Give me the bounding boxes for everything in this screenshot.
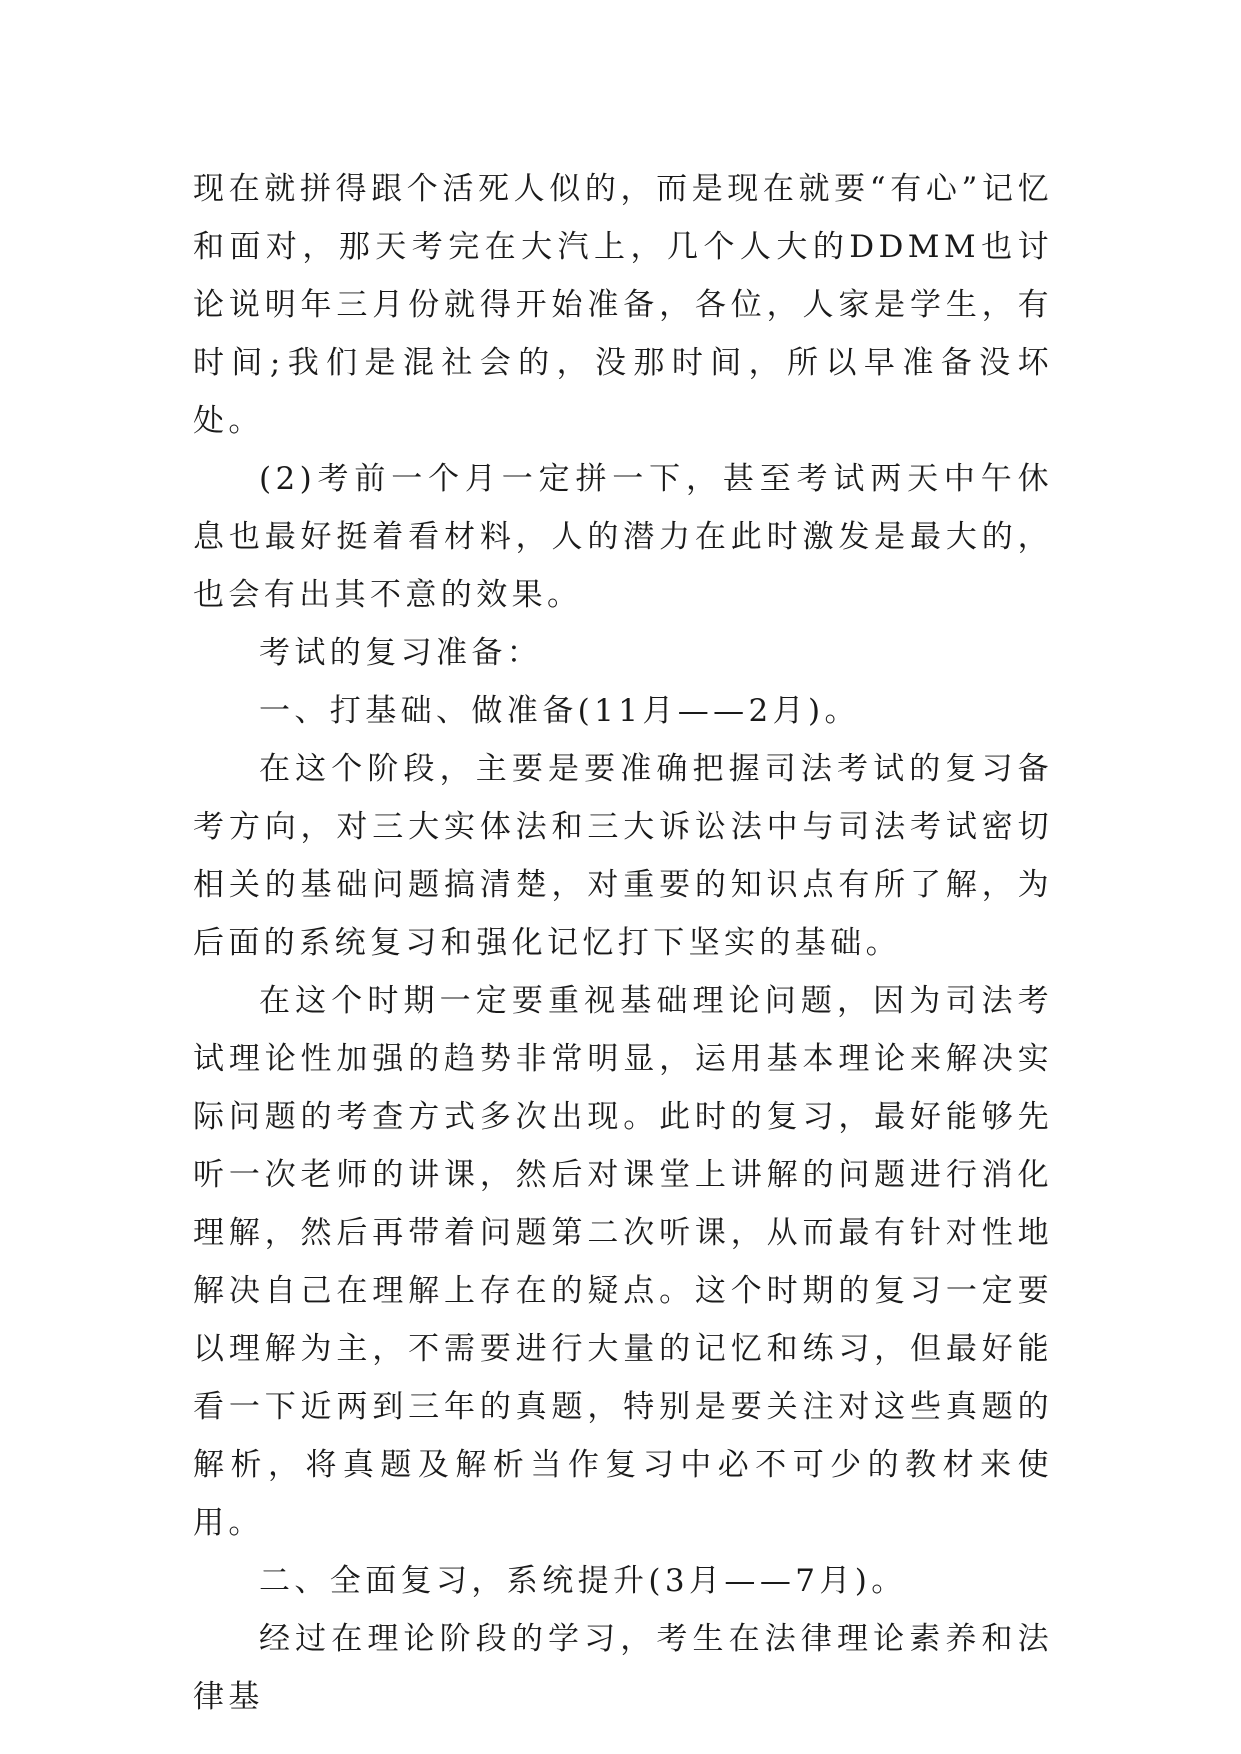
- paragraph-5: 在这个阶段，主要是要准确把握司法考试的复习备考方向，对三大实体法和三大诉讼法中与司法考试密切相关的基础问题搞清楚，对重要的知识点有所了解，为后面的系统复习和强化记忆打下坚实的基础。: [193, 751, 1053, 961]
- document-page: [193, 160, 1053, 1726]
- paragraph-2: (2)考前一个月一定拼一下，甚至考试两天中午休息也最好挺着看材料，人的潜力在此时激发是最大的，也会有出其不意的效果。: [193, 461, 1053, 613]
- paragraph-7-section-two: 二、全面复习，系统提升(3月——7月)。: [259, 1563, 907, 1599]
- paragraph-1: 现在就拼得跟个活死人似的，而是现在就要“有心”记忆和面对，那天考完在大汽上，几个人大的DDMM也讨论说明年三月份就得开始准备，各位，人家是学生，有时间;我们是混社会的，没那时间，所以早准备没坏处。: [193, 171, 1053, 439]
- paragraph-6: 在这个时期一定要重视基础理论问题，因为司法考试理论性加强的趋势非常明显，运用基本理论来解决实际问题的考查方式多次出现。此时的复习，最好能够先听一次老师的讲课，然后对课堂上讲解的问题进行消化理解，然后再带着问题第二次听课，从而最有针对性地解决自己在理解上存在的疑点。这个时期的复习一定要以理解为主，不需要进行大量的记忆和练习，但最好能看一下近两到三年的真题，特别是要关注对这些真题的解析，将真题及解析当作复习中必不可少的教材来使用。: [193, 983, 1053, 1541]
- paragraph-3-heading: 考试的复习准备：: [259, 635, 543, 671]
- paragraph-8: 经过在理论阶段的学习，考生在法律理论素养和法律基: [193, 1621, 1053, 1715]
- paragraph-4-section-one: 一、打基础、做准备(11月——2月)。: [259, 693, 860, 729]
